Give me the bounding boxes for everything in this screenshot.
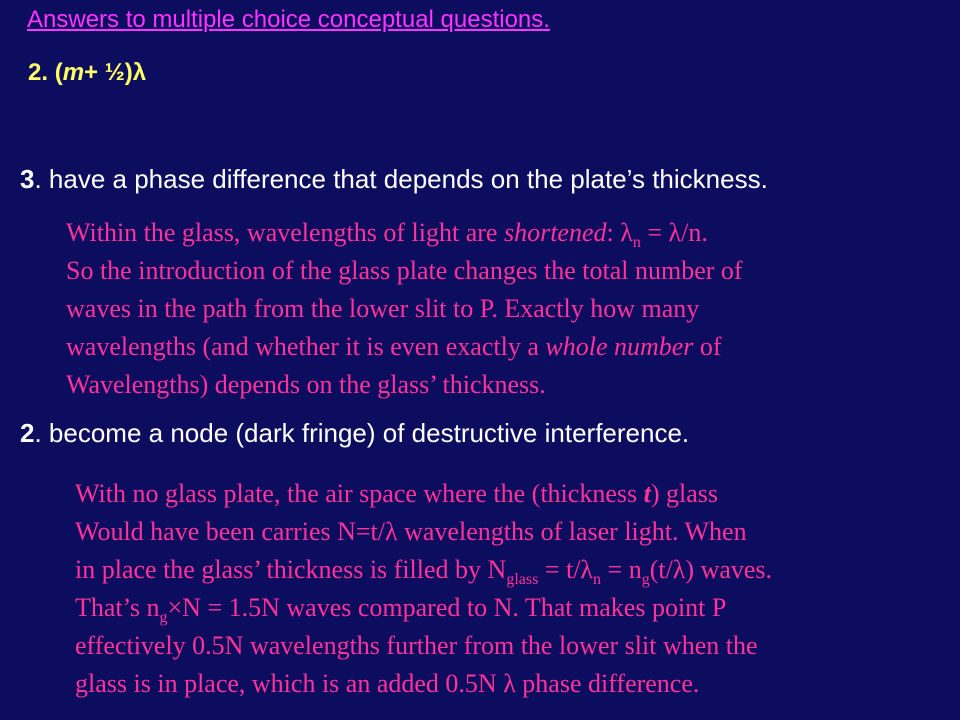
explanation-line: effectively 0.5N wavelengths further from the lower slit when the bbox=[75, 631, 758, 660]
explanation-line: waves in the path from the lower slit to P. Exactly how many bbox=[66, 294, 700, 323]
text-span: That’s n bbox=[75, 593, 160, 622]
answer-open-paren: ( bbox=[54, 59, 63, 86]
explanation-line: So the introduction of the glass plate changes the total number of bbox=[66, 256, 743, 285]
emphasis-text: shortened bbox=[503, 218, 607, 247]
emphasis-text: t bbox=[643, 479, 651, 508]
answer-m-variable: m bbox=[62, 59, 85, 86]
explanation-2 bbox=[75, 475, 772, 703]
answer-number: 2 bbox=[20, 418, 35, 448]
explanation-line bbox=[66, 328, 743, 366]
text-span: of bbox=[693, 332, 722, 361]
answer-text: . become a node (dark fringe) of destructive interference. bbox=[34, 418, 690, 448]
answer-text: . have a phase difference that depends on the plate’s thickness. bbox=[34, 164, 768, 194]
text-span: (t/λ) waves. bbox=[649, 555, 773, 584]
explanation-line bbox=[75, 551, 772, 589]
text-span: wavelengths (and whether it is even exactly a bbox=[66, 332, 546, 361]
answer-number: 2. bbox=[28, 59, 49, 86]
text-span: = n bbox=[601, 555, 642, 584]
text-span: = λ/n. bbox=[640, 218, 708, 247]
answer-rest: + ½) bbox=[84, 59, 133, 86]
text-span: = t/λ bbox=[538, 555, 594, 584]
explanation-line: Would have been carries N=t/λ wavelengths of laser light. When bbox=[75, 517, 747, 546]
explanation-line bbox=[75, 589, 772, 627]
emphasis-text: whole number bbox=[545, 332, 694, 361]
text-span: ×N = 1.5N waves compared to N. That makes point P bbox=[167, 593, 727, 622]
page-title: Answers to multiple choice conceptual questions. bbox=[27, 6, 550, 33]
explanation-line: glass is in place, which is an added 0.5N λ phase difference. bbox=[75, 669, 700, 698]
answer-2-second bbox=[20, 418, 689, 449]
text-span: With no glass plate, the air space where the (thickness bbox=[75, 479, 644, 508]
answer-3 bbox=[20, 164, 768, 195]
subscript: glass bbox=[506, 571, 539, 588]
explanation-line bbox=[66, 214, 743, 252]
subscript: n bbox=[593, 571, 602, 588]
answer-2-first bbox=[28, 59, 146, 87]
text-span: Within the glass, wavelengths of light are bbox=[66, 218, 504, 247]
explanation-line bbox=[75, 475, 772, 513]
subscript: g bbox=[159, 609, 168, 626]
explanation-3 bbox=[66, 214, 743, 404]
text-span: in place the glass’ thickness is filled by N bbox=[75, 555, 507, 584]
explanation-line: Wavelengths) depends on the glass’ thickness. bbox=[66, 370, 546, 399]
text-span: : λ bbox=[606, 218, 633, 247]
answer-lambda: λ bbox=[132, 59, 147, 86]
answer-number: 3 bbox=[20, 164, 35, 194]
text-span: ) glass bbox=[650, 479, 719, 508]
subscript: n bbox=[632, 234, 641, 251]
subscript: g bbox=[641, 571, 650, 588]
